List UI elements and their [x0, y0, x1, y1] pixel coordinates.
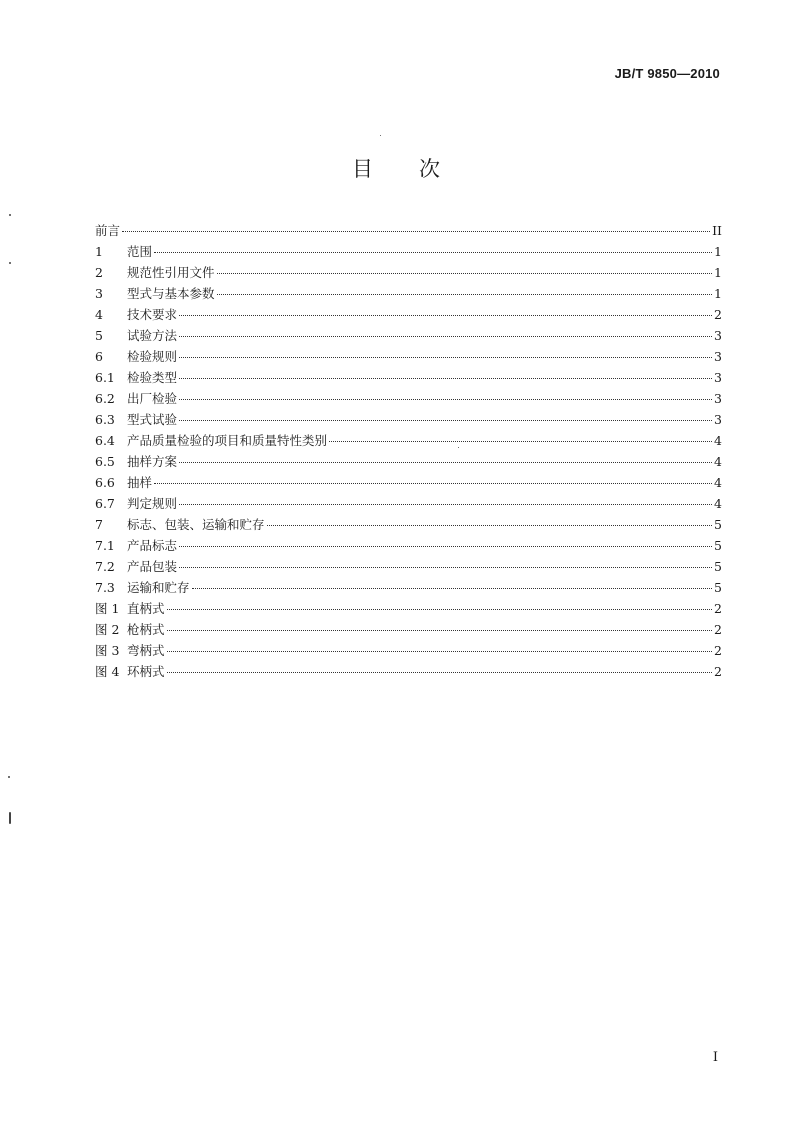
dot-leader	[167, 651, 712, 652]
toc-entry-number: 图 3	[95, 643, 120, 658]
dot-leader	[179, 504, 712, 505]
toc-entry[interactable]	[95, 577, 722, 598]
dot-leader	[167, 609, 712, 610]
dot-leader	[154, 252, 712, 253]
table-of-contents	[95, 220, 722, 682]
toc-entry-number: 2	[95, 265, 103, 280]
toc-entry-label: 出厂检验	[127, 391, 178, 406]
page-number: I	[712, 1050, 718, 1065]
toc-entry-number: 图 2	[95, 622, 120, 637]
toc-entry[interactable]	[95, 283, 722, 304]
dot-leader	[179, 336, 712, 337]
scan-speck	[9, 214, 11, 216]
toc-entry-page: 2	[714, 664, 722, 679]
toc-entry-label: 范围	[127, 244, 153, 259]
toc-entry[interactable]	[95, 388, 722, 409]
toc-entry-number: 6.7	[95, 496, 115, 511]
toc-entry-page: 1	[714, 286, 722, 301]
toc-entry-page: 3	[714, 370, 722, 385]
dot-leader	[329, 441, 712, 442]
dot-leader	[179, 462, 712, 463]
standard-code: JB/T 9850—2010	[614, 66, 720, 81]
toc-entry-label: 判定规则	[127, 496, 178, 511]
dot-leader	[179, 315, 712, 316]
toc-entry-number: 7.1	[95, 538, 115, 553]
toc-entry[interactable]	[95, 220, 722, 241]
scan-speck	[458, 447, 459, 448]
toc-entry-page: 5	[714, 580, 722, 595]
toc-entry-number: 4	[95, 307, 103, 322]
dot-leader	[179, 399, 712, 400]
toc-entry[interactable]	[95, 325, 722, 346]
toc-entry[interactable]	[95, 241, 722, 262]
toc-entry-label: 试验方法	[127, 328, 178, 343]
toc-entry-number: 6.6	[95, 475, 115, 490]
dot-leader	[122, 231, 710, 232]
toc-entry-page: 4	[714, 496, 722, 511]
toc-entry[interactable]	[95, 430, 722, 451]
scan-speck	[380, 135, 381, 136]
toc-entry-page: 4	[714, 454, 722, 469]
toc-entry-page: 5	[714, 559, 722, 574]
toc-entry[interactable]	[95, 472, 722, 493]
toc-entry-page: 5	[714, 517, 722, 532]
toc-entry-label: 检验类型	[127, 370, 178, 385]
toc-entry[interactable]	[95, 535, 722, 556]
toc-entry-label: 环柄式	[127, 664, 165, 679]
dot-leader	[217, 294, 712, 295]
toc-entry-label: 产品标志	[127, 538, 178, 553]
toc-entry-number: 1	[95, 244, 103, 259]
dot-leader	[192, 588, 712, 589]
toc-entry-label: 产品质量检验的项目和质量特性类别	[127, 433, 328, 448]
toc-entry-page: 5	[714, 538, 722, 553]
dot-leader	[179, 546, 712, 547]
toc-entry[interactable]	[95, 640, 722, 661]
scan-speck	[8, 776, 10, 778]
toc-entry-label: 直柄式	[127, 601, 165, 616]
toc-entry-label: 技术要求	[127, 307, 178, 322]
toc-entry-label: 枪柄式	[127, 622, 165, 637]
toc-entry-number: 6.3	[95, 412, 115, 427]
dot-leader	[167, 672, 712, 673]
toc-entry-page: 4	[714, 475, 722, 490]
toc-entry-label: 标志、包装、运输和贮存	[127, 517, 265, 532]
toc-entry-label: 产品包装	[127, 559, 178, 574]
dot-leader	[179, 420, 712, 421]
toc-entry-page: II	[712, 223, 722, 238]
toc-entry-number: 6	[95, 349, 103, 364]
toc-entry-label: 抽样	[127, 475, 153, 490]
toc-entry-page: 2	[714, 307, 722, 322]
toc-entry-label: 规范性引用文件	[127, 265, 215, 280]
dot-leader	[179, 567, 712, 568]
dot-leader	[179, 378, 712, 379]
toc-entry[interactable]	[95, 514, 722, 535]
toc-entry-number: 7.3	[95, 580, 115, 595]
toc-entry-number: 3	[95, 286, 103, 301]
toc-entry-label: 运输和贮存	[127, 580, 190, 595]
toc-entry-page: 1	[714, 244, 722, 259]
toc-entry-page: 4	[714, 433, 722, 448]
dot-leader	[179, 357, 712, 358]
toc-entry[interactable]	[95, 619, 722, 640]
toc-entry-number: 7	[95, 517, 103, 532]
toc-entry[interactable]	[95, 493, 722, 514]
toc-entry-label: 检验规则	[127, 349, 178, 364]
toc-entry[interactable]	[95, 451, 722, 472]
toc-entry-label: 型式与基本参数	[127, 286, 215, 301]
toc-entry[interactable]	[95, 304, 722, 325]
scan-speck	[9, 262, 11, 264]
dot-leader	[217, 273, 712, 274]
toc-entry-label: 型式试验	[127, 412, 178, 427]
toc-entry-number: 6.2	[95, 391, 115, 406]
toc-entry-number: 6.5	[95, 454, 115, 469]
toc-entry[interactable]	[95, 661, 722, 682]
toc-entry[interactable]	[95, 367, 722, 388]
toc-entry-label: 抽样方案	[127, 454, 178, 469]
toc-entry-number: 图 4	[95, 664, 120, 679]
toc-entry[interactable]	[95, 346, 722, 367]
dot-leader	[167, 630, 712, 631]
toc-entry-page: 1	[714, 265, 722, 280]
toc-entry-page: 2	[714, 601, 722, 616]
scan-speck	[9, 812, 11, 824]
toc-entry[interactable]	[95, 556, 722, 577]
toc-entry-page: 3	[714, 328, 722, 343]
toc-entry-number: 5	[95, 328, 103, 343]
toc-entry[interactable]	[95, 409, 722, 430]
page-title: 目次	[352, 157, 486, 181]
toc-entry-number: 6.4	[95, 433, 115, 448]
dot-leader	[267, 525, 712, 526]
toc-entry-page: 3	[714, 412, 722, 427]
toc-entry-number: 图 1	[95, 601, 120, 616]
toc-entry-label: 弯柄式	[127, 643, 165, 658]
toc-entry-label: 前言	[95, 223, 121, 238]
dot-leader	[154, 483, 712, 484]
toc-entry-page: 2	[714, 622, 722, 637]
toc-entry-number: 7.2	[95, 559, 115, 574]
toc-entry-page: 3	[714, 349, 722, 364]
toc-entry-page: 2	[714, 643, 722, 658]
toc-entry-page: 3	[714, 391, 722, 406]
toc-entry[interactable]	[95, 262, 722, 283]
toc-entry-number: 6.1	[95, 370, 115, 385]
toc-entry[interactable]	[95, 598, 722, 619]
